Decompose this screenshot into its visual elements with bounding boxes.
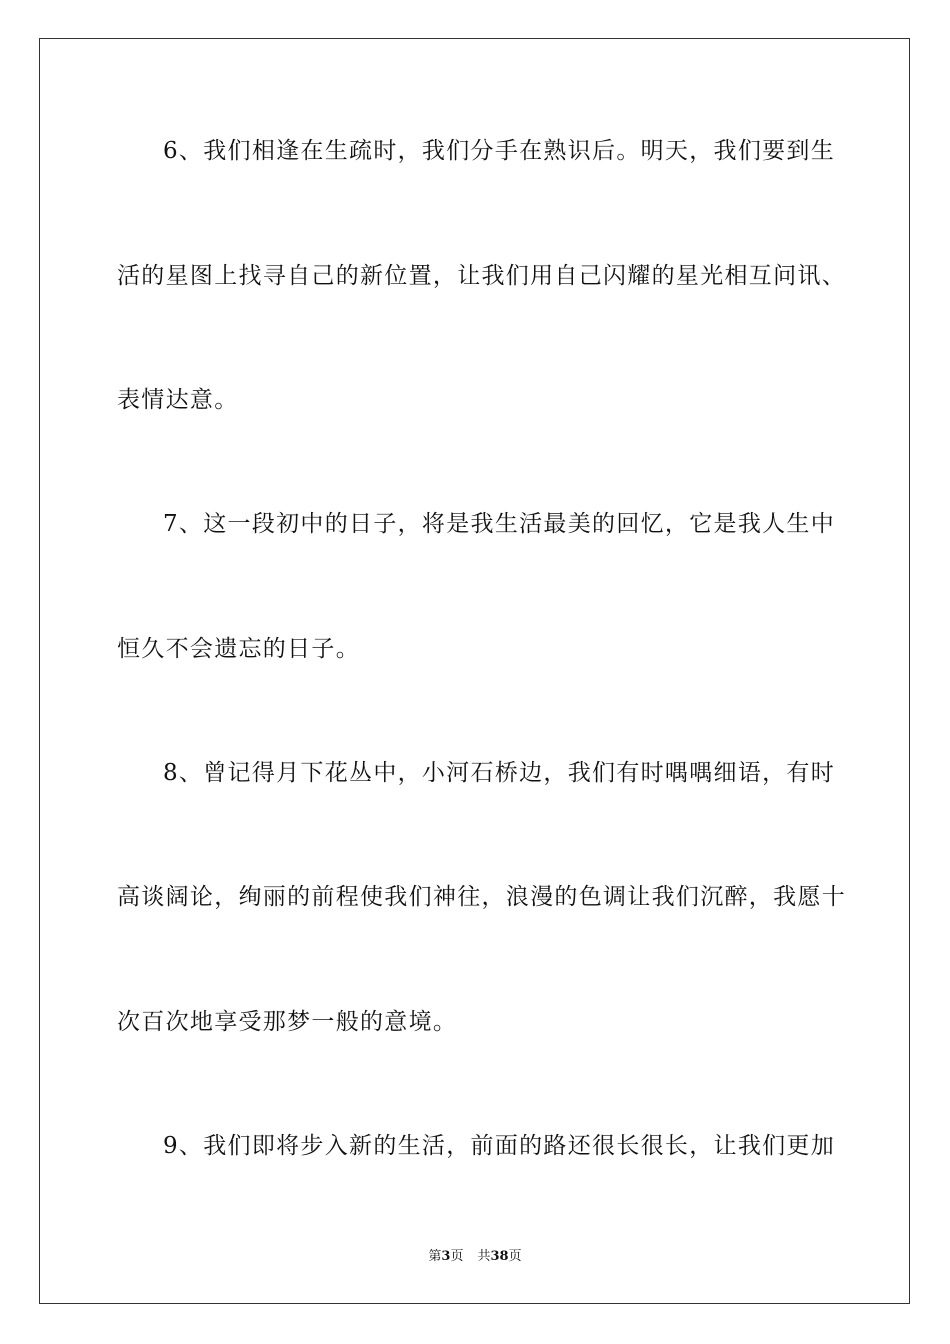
paragraph-8-line-2: 高谈阔论，绚丽的前程使我们神往，浪漫的色调让我们沉醉，我愿十 <box>117 884 846 910</box>
page-prefix: 第 <box>428 1249 442 1264</box>
paragraph-7-line-2: 恒久不会遗忘的日子。 <box>117 636 360 662</box>
paragraph-6-line-2: 活的星图上找寻自己的新位置，让我们用自己闪耀的星光相互问讯、 <box>117 263 846 289</box>
paragraph-8-line-3: 次百次地享受那梦一般的意境。 <box>117 1009 458 1035</box>
paragraph-7-line-1: 7、这一段初中的日子，将是我生活最美的回忆，它是我人生中 <box>163 511 836 537</box>
page-number: 3 <box>441 1249 451 1264</box>
total-prefix: 共 <box>477 1249 491 1264</box>
page-suffix: 页 <box>450 1249 464 1264</box>
paragraph-8-line-1: 8、曾记得月下花丛中，小河石桥边，我们有时喁喁细语，有时 <box>163 760 836 786</box>
total-suffix: 页 <box>508 1249 522 1264</box>
paragraph-6-line-3: 表情达意。 <box>117 387 239 413</box>
paragraph-9-line-1: 9、我们即将步入新的生活，前面的路还很长很长，让我们更加 <box>163 1133 836 1159</box>
paragraph-6-line-1: 6、我们相逢在生疏时，我们分手在熟识后。明天，我们要到生 <box>163 138 836 164</box>
total-pages: 38 <box>490 1249 509 1264</box>
page-footer <box>0 1248 950 1266</box>
page-border <box>39 38 910 1304</box>
